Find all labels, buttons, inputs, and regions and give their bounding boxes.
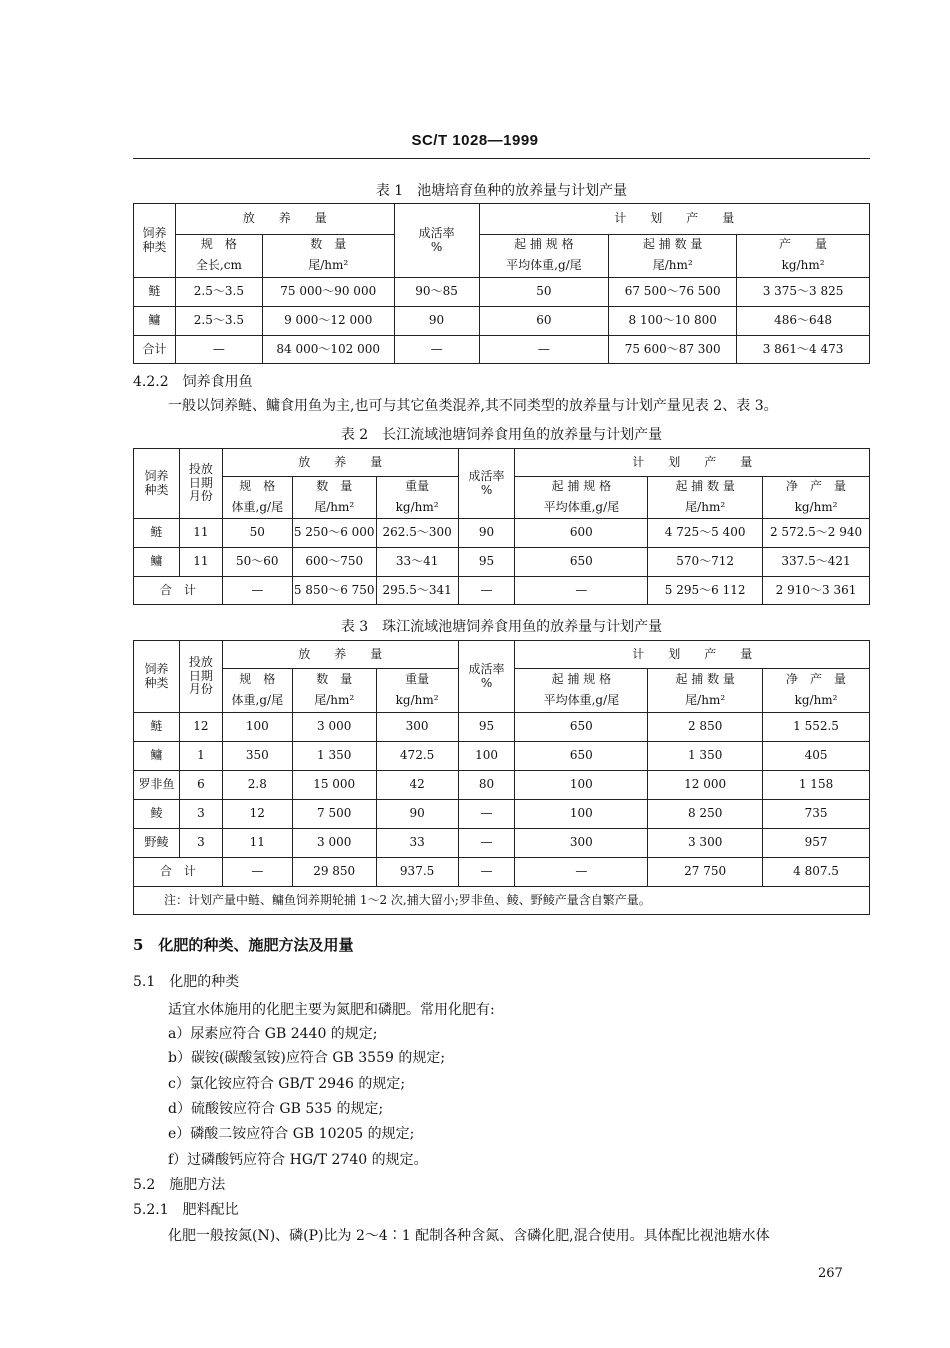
t3-cell: 735 [763, 800, 870, 829]
t1-cell: 鲢 [134, 278, 176, 307]
page-number: 267 [818, 1266, 843, 1281]
section-5-2: 5.2 施肥方法 [133, 1177, 226, 1193]
t1-cell: 67 500～76 500 [609, 278, 737, 307]
t1-h-species: 饲养 种类 [134, 204, 176, 278]
standard-code-header: SC/T 1028—1999 [411, 132, 539, 149]
t2-cell: 5 250～6 000 [292, 519, 376, 548]
t2-cell: 95 [458, 548, 515, 577]
table3-caption: 表 3 珠江流域池塘饲养食用鱼的放养量与计划产量 [340, 619, 663, 635]
paragraph-3: 化肥一般按氮(N)、磷(P)比为 2～4∶1 配制各种含氮、含磷化肥,混合使用。具体配比视池塘水体 [168, 1228, 770, 1244]
t3-cell: 650 [515, 713, 648, 742]
table1 [133, 203, 870, 364]
t2-cell: 50～60 [222, 548, 292, 577]
t2-h-month: 投放 日期 月份 [179, 449, 222, 519]
t3-h-species: 饲养 种类 [134, 641, 180, 713]
t1-h-catch-qty: 起 捕 数 量 [609, 235, 737, 256]
t2-h-spec: 规 格 [222, 477, 292, 498]
t3-cell: 300 [515, 829, 648, 858]
section-5-heading: 5 化肥的种类、施肥方法及用量 [133, 936, 354, 954]
t3-h-catch-qty-unit: 尾/hm² [648, 691, 763, 713]
paragraph-2: 适宜水体施用的化肥主要为氮肥和磷肥。常用化肥有: [168, 1002, 495, 1018]
t2-cell: — [458, 577, 515, 605]
t3-cell: 100 [222, 713, 292, 742]
t2-h-qty-unit: 尾/hm² [292, 498, 376, 519]
section-4-2-2: 4.2.2 饲养食用鱼 [133, 374, 253, 390]
table2-caption: 表 2 长江流域池塘饲养食用鱼的放养量与计划产量 [340, 427, 663, 443]
t2-h-net-unit: kg/hm² [763, 498, 870, 519]
t3-cell: 罗非鱼 [134, 771, 180, 800]
t3-h-net: 净 产 量 [763, 669, 870, 691]
section-5-2-1: 5.2.1 肥料配比 [133, 1202, 239, 1218]
t3-cell: 350 [222, 742, 292, 771]
t2-cell: 11 [179, 519, 222, 548]
t2-cell: 33～41 [376, 548, 458, 577]
t1-cell: 9 000～12 000 [262, 307, 394, 336]
t2-h-catch-spec: 起 捕 规 格 [515, 477, 648, 498]
t2-cell: 650 [515, 548, 648, 577]
t3-cell: 3 300 [648, 829, 763, 858]
t3-cell: — [458, 829, 515, 858]
t3-cell: 2.8 [222, 771, 292, 800]
table-row [134, 713, 870, 742]
paragraph-1: 一般以饲养鲢、鳙食用鱼为主,也可与其它鱼类混养,其不同类型的放养量与计划产量见表 2、表 3。 [168, 398, 778, 414]
t3-cell: 3 000 [292, 829, 376, 858]
t2-h-spec-unit: 体重,g/尾 [222, 498, 292, 519]
t3-h-survival: 成活率 % [458, 641, 515, 713]
table-row [134, 800, 870, 829]
table-row [134, 577, 870, 605]
t3-cell: 27 750 [648, 858, 763, 887]
t2-h-weight-unit: kg/hm² [376, 498, 458, 519]
t3-h-stocking: 放 养 量 [222, 641, 458, 669]
t3-cell: 1 350 [648, 742, 763, 771]
t3-cell: 957 [763, 829, 870, 858]
t3-cell: 100 [515, 771, 648, 800]
table-row [134, 858, 870, 887]
list-item: f）过磷酸钙应符合 HG/T 2740 的规定。 [168, 1152, 428, 1168]
list-item: a）尿素应符合 GB 2440 的规定; [168, 1026, 378, 1042]
t2-cell: 262.5～300 [376, 519, 458, 548]
table-row [134, 336, 870, 364]
t3-cell: 1 350 [292, 742, 376, 771]
t3-h-weight: 重量 [376, 669, 458, 691]
t2-cell: 337.5～421 [763, 548, 870, 577]
t3-cell: 1 158 [763, 771, 870, 800]
t1-cell: — [394, 336, 479, 364]
t1-h-catch-spec: 起 捕 规 格 [479, 235, 609, 256]
t2-cell: 2 910～3 361 [763, 577, 870, 605]
t2-h-catch-spec-unit: 平均体重,g/尾 [515, 498, 648, 519]
t3-cell: 4 807.5 [763, 858, 870, 887]
t3-cell: — [458, 800, 515, 829]
t3-cell: 8 250 [648, 800, 763, 829]
list-item: c）氯化铵应符合 GB/T 2946 的规定; [168, 1076, 406, 1092]
t3-cell: 15 000 [292, 771, 376, 800]
t2-cell: 鳙 [134, 548, 180, 577]
t2-h-catch-qty: 起 捕 数 量 [648, 477, 763, 498]
t2-h-plan: 计 划 产 量 [515, 449, 870, 477]
table1-caption: 表 1 池塘培育鱼种的放养量与计划产量 [375, 183, 628, 199]
t3-cell: 33 [376, 829, 458, 858]
t2-cell: — [515, 577, 648, 605]
t2-h-species: 饲养 种类 [134, 449, 180, 519]
t2-cell: 5 295～6 112 [648, 577, 763, 605]
t2-cell: 11 [179, 548, 222, 577]
t2-h-weight: 重量 [376, 477, 458, 498]
t1-cell: 3 375～3 825 [737, 278, 870, 307]
t1-cell: 2.5～3.5 [175, 278, 262, 307]
t1-h-spec: 规 格 [175, 235, 262, 256]
t2-cell: 鲢 [134, 519, 180, 548]
t3-h-month: 投放 日期 月份 [179, 641, 222, 713]
t3-cell: 12 [179, 713, 222, 742]
t3-cell: 937.5 [376, 858, 458, 887]
table-row [134, 742, 870, 771]
table-row [134, 829, 870, 858]
t3-cell: 1 552.5 [763, 713, 870, 742]
t3-cell: 29 850 [292, 858, 376, 887]
t2-cell: 295.5～341 [376, 577, 458, 605]
section-5-1: 5.1 化肥的种类 [133, 974, 240, 990]
t3-h-net-unit: kg/hm² [763, 691, 870, 713]
t3-cell: 鳙 [134, 742, 180, 771]
t3-cell: 42 [376, 771, 458, 800]
t3-cell: 3 000 [292, 713, 376, 742]
t1-cell: 2.5～3.5 [175, 307, 262, 336]
t1-cell: 3 861～4 473 [737, 336, 870, 364]
t1-h-qty: 数 量 [262, 235, 394, 256]
t2-cell: — [222, 577, 292, 605]
t3-cell: 80 [458, 771, 515, 800]
t1-h-qty-unit: 尾/hm² [262, 256, 394, 278]
t1-cell: 90 [394, 307, 479, 336]
t2-cell: 4 725～5 400 [648, 519, 763, 548]
t3-cell: 鲮 [134, 800, 180, 829]
t3-cell: 2 850 [648, 713, 763, 742]
t3-cell: 3 [179, 829, 222, 858]
t1-h-catch-spec-unit: 平均体重,g/尾 [479, 256, 609, 278]
table-row [134, 771, 870, 800]
t1-h-yield-unit: kg/hm² [737, 256, 870, 278]
t3-cell: 11 [222, 829, 292, 858]
t3-cell: 95 [458, 713, 515, 742]
t3-h-qty: 数 量 [292, 669, 376, 691]
table3 [133, 640, 870, 915]
t1-h-stocking: 放 养 量 [175, 204, 394, 235]
table3-note: 注：计划产量中鲢、鳙鱼饲养期轮捕 1～2 次,捕大留小;罗非鱼、鲮、野鲮产量含自繁产量。 [134, 887, 870, 915]
t1-cell: 50 [479, 278, 609, 307]
table-row [134, 278, 870, 307]
t3-h-plan: 计 划 产 量 [515, 641, 870, 669]
list-item: e）磷酸二铵应符合 GB 10205 的规定; [168, 1126, 415, 1142]
table-row [134, 548, 870, 577]
t3-cell: 3 [179, 800, 222, 829]
t1-h-plan: 计 划 产 量 [479, 204, 870, 235]
t2-h-net: 净 产 量 [763, 477, 870, 498]
t2-cell: 90 [458, 519, 515, 548]
t3-cell: 650 [515, 742, 648, 771]
t2-cell: 600 [515, 519, 648, 548]
t1-cell: — [175, 336, 262, 364]
t1-cell: 鳙 [134, 307, 176, 336]
t3-cell: 6 [179, 771, 222, 800]
t1-cell: 84 000～102 000 [262, 336, 394, 364]
t3-cell: 野鲮 [134, 829, 180, 858]
table2 [133, 448, 870, 605]
t2-h-catch-qty-unit: 尾/hm² [648, 498, 763, 519]
t3-cell: 300 [376, 713, 458, 742]
t1-cell: 75 000～90 000 [262, 278, 394, 307]
t2-cell: 5 850～6 750 [292, 577, 376, 605]
t2-cell: 50 [222, 519, 292, 548]
t3-cell: 100 [458, 742, 515, 771]
t1-cell: 90～85 [394, 278, 479, 307]
t1-h-survival: 成活率 % [394, 204, 479, 278]
t3-cell: 12 000 [648, 771, 763, 800]
t3-h-qty-unit: 尾/hm² [292, 691, 376, 713]
table-row [134, 307, 870, 336]
table-row [134, 519, 870, 548]
t3-cell: — [515, 858, 648, 887]
t2-cell: 570～712 [648, 548, 763, 577]
t2-h-qty: 数 量 [292, 477, 376, 498]
t2-cell: 合 计 [134, 577, 223, 605]
t3-cell: — [222, 858, 292, 887]
t1-cell: 8 100～10 800 [609, 307, 737, 336]
t1-h-yield: 产 量 [737, 235, 870, 256]
t3-h-catch-spec-unit: 平均体重,g/尾 [515, 691, 648, 713]
t1-h-catch-qty-unit: 尾/hm² [609, 256, 737, 278]
header-rule [133, 158, 870, 159]
t3-h-catch-qty: 起 捕 数 量 [648, 669, 763, 691]
t3-h-catch-spec: 起 捕 规 格 [515, 669, 648, 691]
t1-cell: 75 600～87 300 [609, 336, 737, 364]
t3-cell: 7 500 [292, 800, 376, 829]
t3-h-spec: 规 格 [222, 669, 292, 691]
t1-cell: — [479, 336, 609, 364]
t3-h-spec-unit: 体重,g/尾 [222, 691, 292, 713]
t2-cell: 2 572.5～2 940 [763, 519, 870, 548]
list-item: d）硫酸铵应符合 GB 535 的规定; [168, 1101, 384, 1117]
t3-cell: 1 [179, 742, 222, 771]
t1-cell: 合计 [134, 336, 176, 364]
t3-cell: 鲢 [134, 713, 180, 742]
t3-cell: 472.5 [376, 742, 458, 771]
t2-h-survival: 成活率 % [458, 449, 515, 519]
t3-cell: 合 计 [134, 858, 223, 887]
list-item: b）碳铵(碳酸氢铵)应符合 GB 3559 的规定; [168, 1050, 446, 1066]
t3-cell: 90 [376, 800, 458, 829]
t2-h-stocking: 放 养 量 [222, 449, 458, 477]
t3-cell: 100 [515, 800, 648, 829]
t1-cell: 60 [479, 307, 609, 336]
t3-cell: — [458, 858, 515, 887]
t3-h-weight-unit: kg/hm² [376, 691, 458, 713]
t1-h-spec-unit: 全长,cm [175, 256, 262, 278]
t3-cell: 12 [222, 800, 292, 829]
t2-cell: 600～750 [292, 548, 376, 577]
t3-cell: 405 [763, 742, 870, 771]
t1-cell: 486～648 [737, 307, 870, 336]
